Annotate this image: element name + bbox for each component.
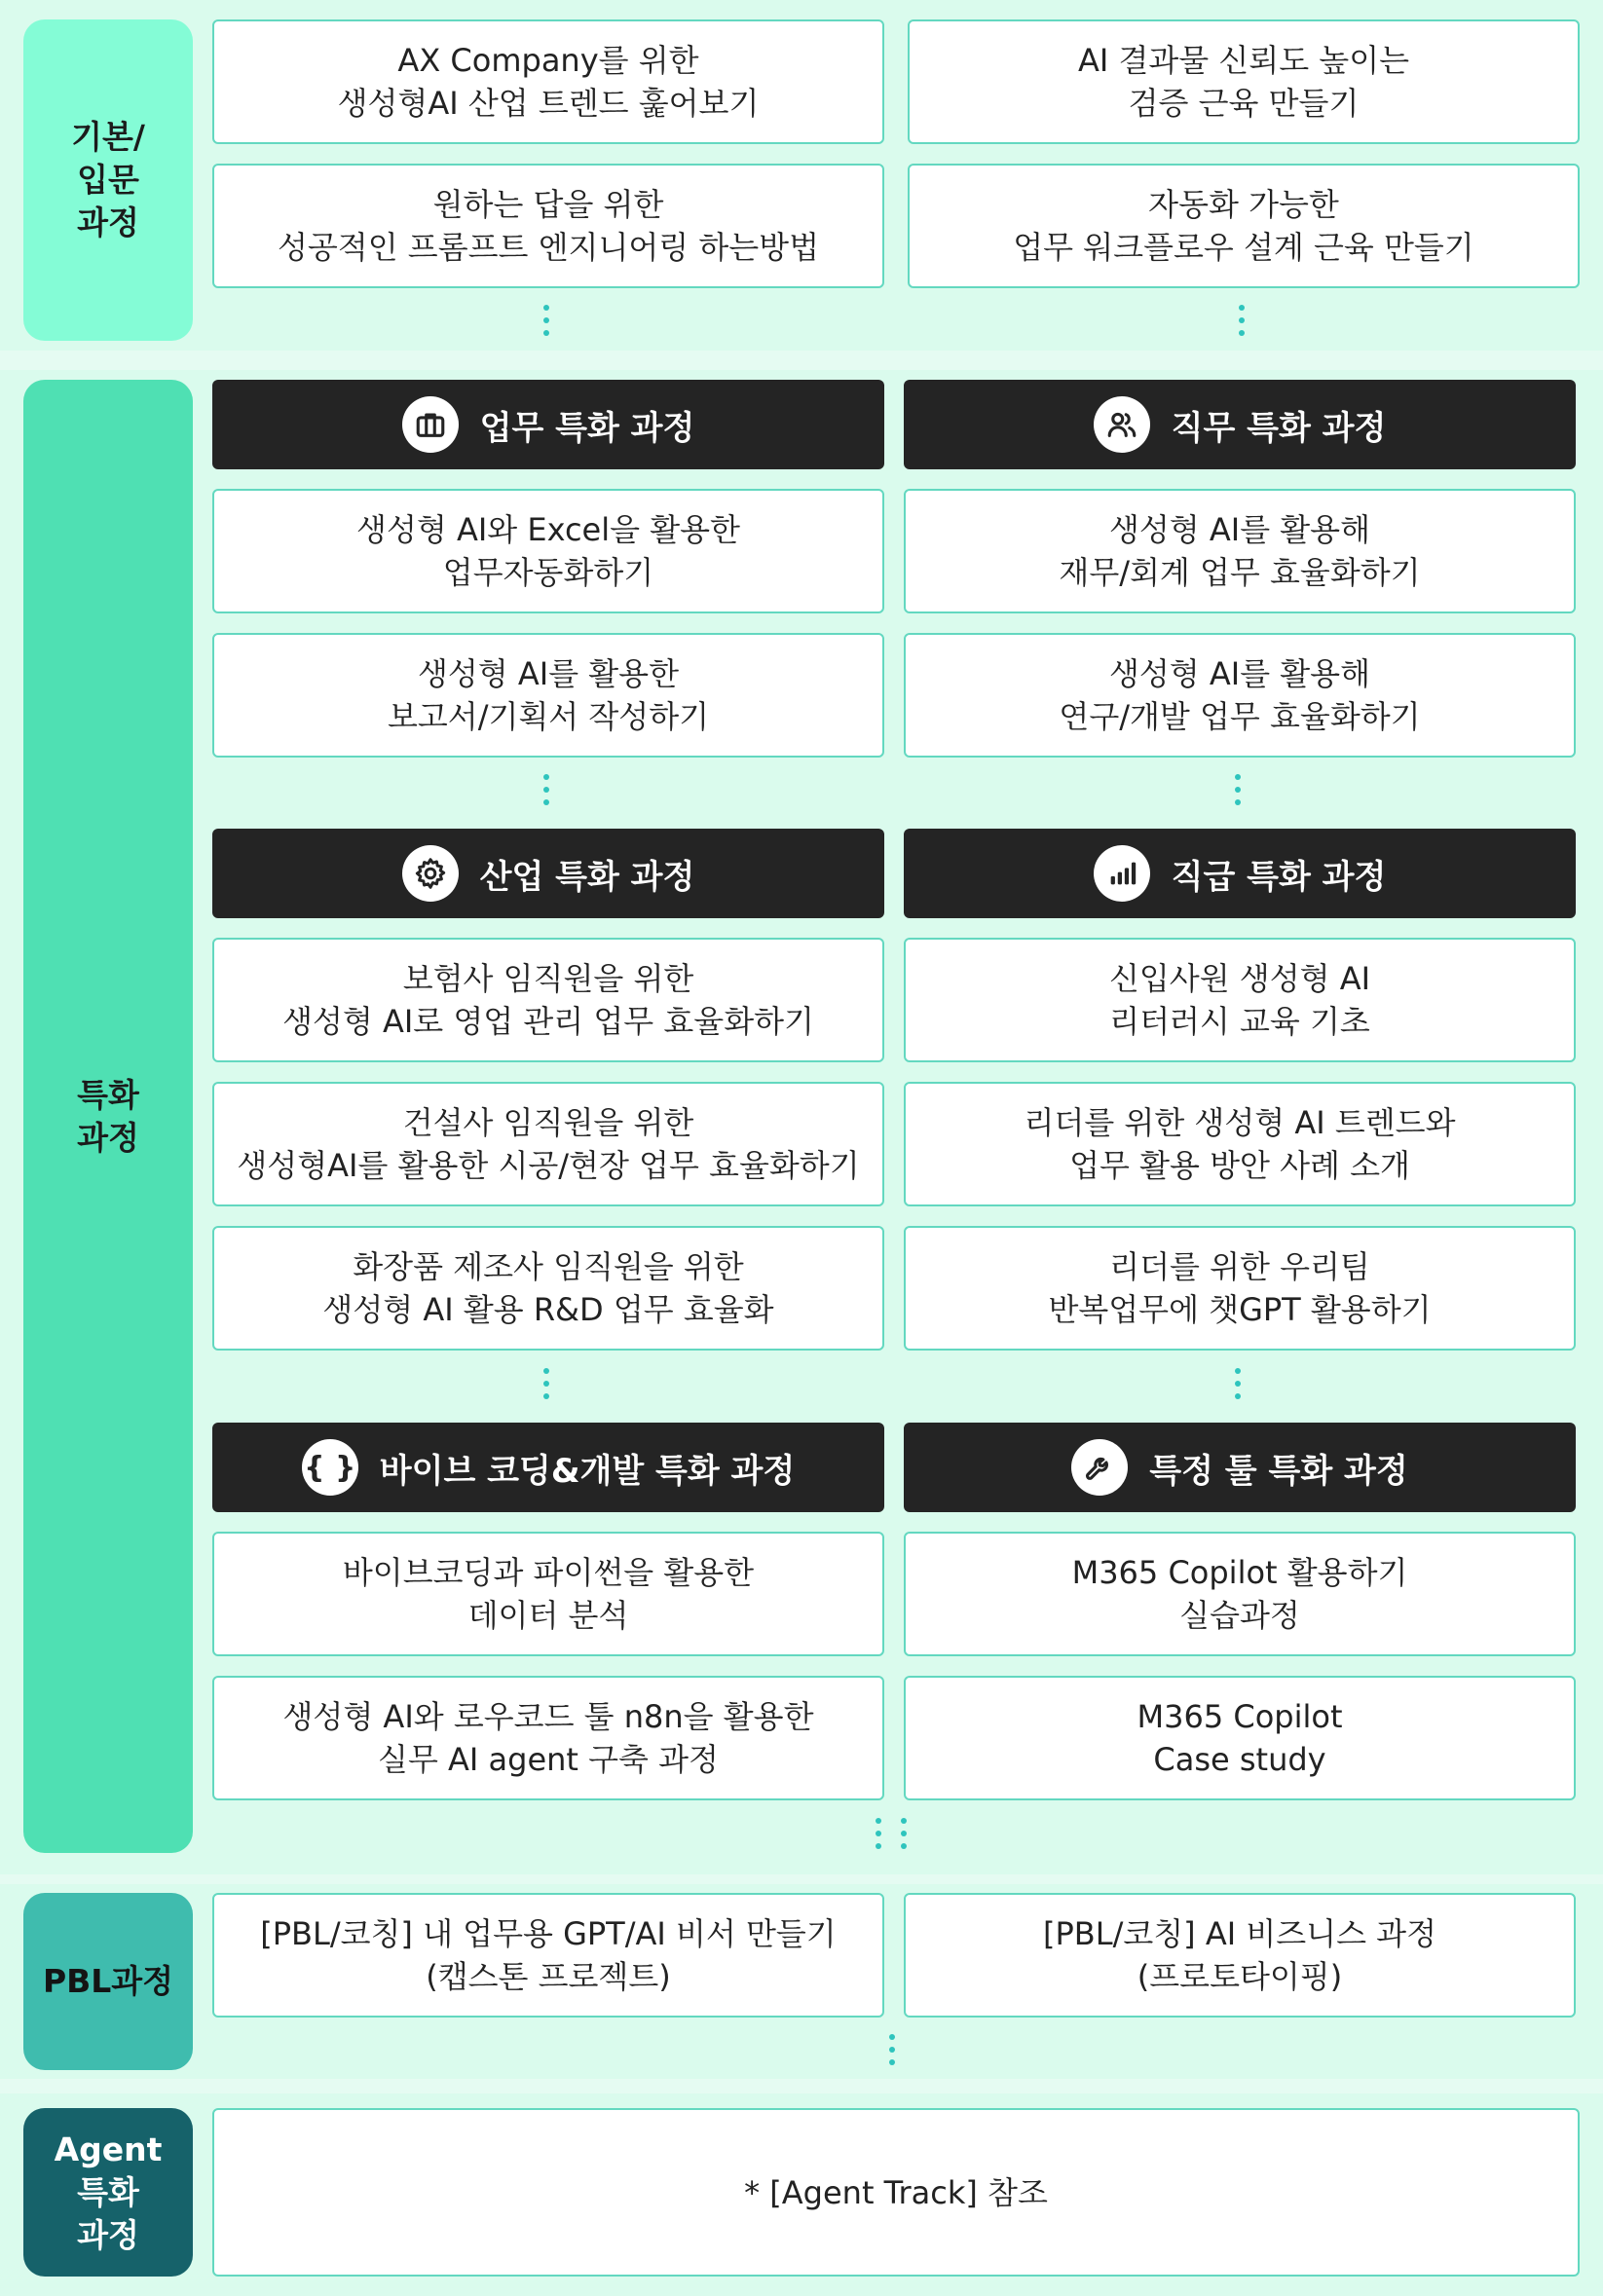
course-card: M365 Copilot 활용하기 실습과정 [904, 1532, 1576, 1656]
course-card: 화장품 제조사 임직원을 위한 생성형 AI 활용 R&D 업무 효율화 [212, 1226, 884, 1351]
more-dots [1233, 774, 1243, 812]
course-card: 생성형 AI를 활용해 재무/회계 업무 효율화하기 [904, 489, 1576, 613]
course-card: 신입사원 생성형 AI 리터러시 교육 기초 [904, 938, 1576, 1062]
more-dots [1237, 305, 1247, 343]
track-title: 업무 특화 과정 [479, 408, 695, 448]
more-dots [541, 305, 551, 343]
track-title: 직급 특화 과정 [1171, 857, 1387, 897]
wrench-icon [1071, 1439, 1128, 1496]
category-basic: 기본/ 입문 과정 [23, 19, 193, 341]
agent-note-card: * [Agent Track] 참조 [212, 2108, 1580, 2277]
pbl-course-card: [PBL/코칭] 내 업무용 GPT/AI 비서 만들기 (캡스톤 프로젝트) [212, 1893, 884, 2018]
course-card: M365 Copilot Case study [904, 1676, 1576, 1800]
code-braces-icon: { } [302, 1439, 358, 1496]
category-agent: Agent 특화 과정 [23, 2108, 193, 2277]
track-title: 산업 특화 과정 [479, 857, 695, 897]
course-card: 보험사 임직원을 위한 생성형 AI로 영업 관리 업무 효율화하기 [212, 938, 884, 1062]
course-card: 리더를 위한 우리팀 반복업무에 챗GPT 활용하기 [904, 1226, 1576, 1351]
course-card: 생성형 AI와 Excel을 활용한 업무자동화하기 [212, 489, 884, 613]
track-header-work [212, 380, 884, 469]
track-header-rank [904, 829, 1576, 918]
course-card: 생성형 AI를 활용한 보고서/기획서 작성하기 [212, 633, 884, 758]
course-card: 바이브코딩과 파이썬을 활용한 데이터 분석 [212, 1532, 884, 1656]
more-dots [541, 1368, 551, 1406]
gear-icon [402, 845, 459, 902]
track-header-job [904, 380, 1576, 469]
track-header-tool [904, 1423, 1576, 1512]
more-dots [887, 2034, 897, 2072]
basic-course-card: 원하는 답을 위한 성공적인 프롬프트 엔지니어링 하는방법 [212, 164, 884, 288]
basic-course-card: AI 결과물 신뢰도 높이는 검증 근육 만들기 [908, 19, 1580, 144]
track-title: 바이브 코딩&개발 특화 과정 [379, 1451, 796, 1491]
pbl-course-card: [PBL/코칭] AI 비즈니스 과정 (프로토타이핑) [904, 1893, 1576, 2018]
bar-chart-icon [1094, 845, 1150, 902]
users-icon [1094, 396, 1150, 453]
course-card: 생성형 AI를 활용해 연구/개발 업무 효율화하기 [904, 633, 1576, 758]
basic-course-card: AX Company를 위한 생성형AI 산업 트렌드 훑어보기 [212, 19, 884, 144]
more-dots [874, 1818, 883, 1856]
course-card: 리더를 위한 생성형 AI 트렌드와 업무 활용 방안 사례 소개 [904, 1082, 1576, 1206]
more-dots [1233, 1368, 1243, 1406]
briefcase-icon [402, 396, 459, 453]
more-dots [541, 774, 551, 812]
track-title: 특정 툴 특화 과정 [1149, 1451, 1408, 1491]
course-card: 건설사 임직원을 위한 생성형AI를 활용한 시공/현장 업무 효율화하기 [212, 1082, 884, 1206]
track-header-vibe [212, 1423, 884, 1512]
category-pbl: PBL과정 [23, 1893, 193, 2070]
more-dots [899, 1818, 909, 1856]
course-card: 생성형 AI와 로우코드 툴 n8n을 활용한 실무 AI agent 구축 과정 [212, 1676, 884, 1800]
track-title: 직무 특화 과정 [1171, 408, 1387, 448]
basic-course-card: 자동화 가능한 업무 워크플로우 설계 근육 만들기 [908, 164, 1580, 288]
track-header-industry [212, 829, 884, 918]
category-special: 특화 과정 [23, 380, 193, 1853]
